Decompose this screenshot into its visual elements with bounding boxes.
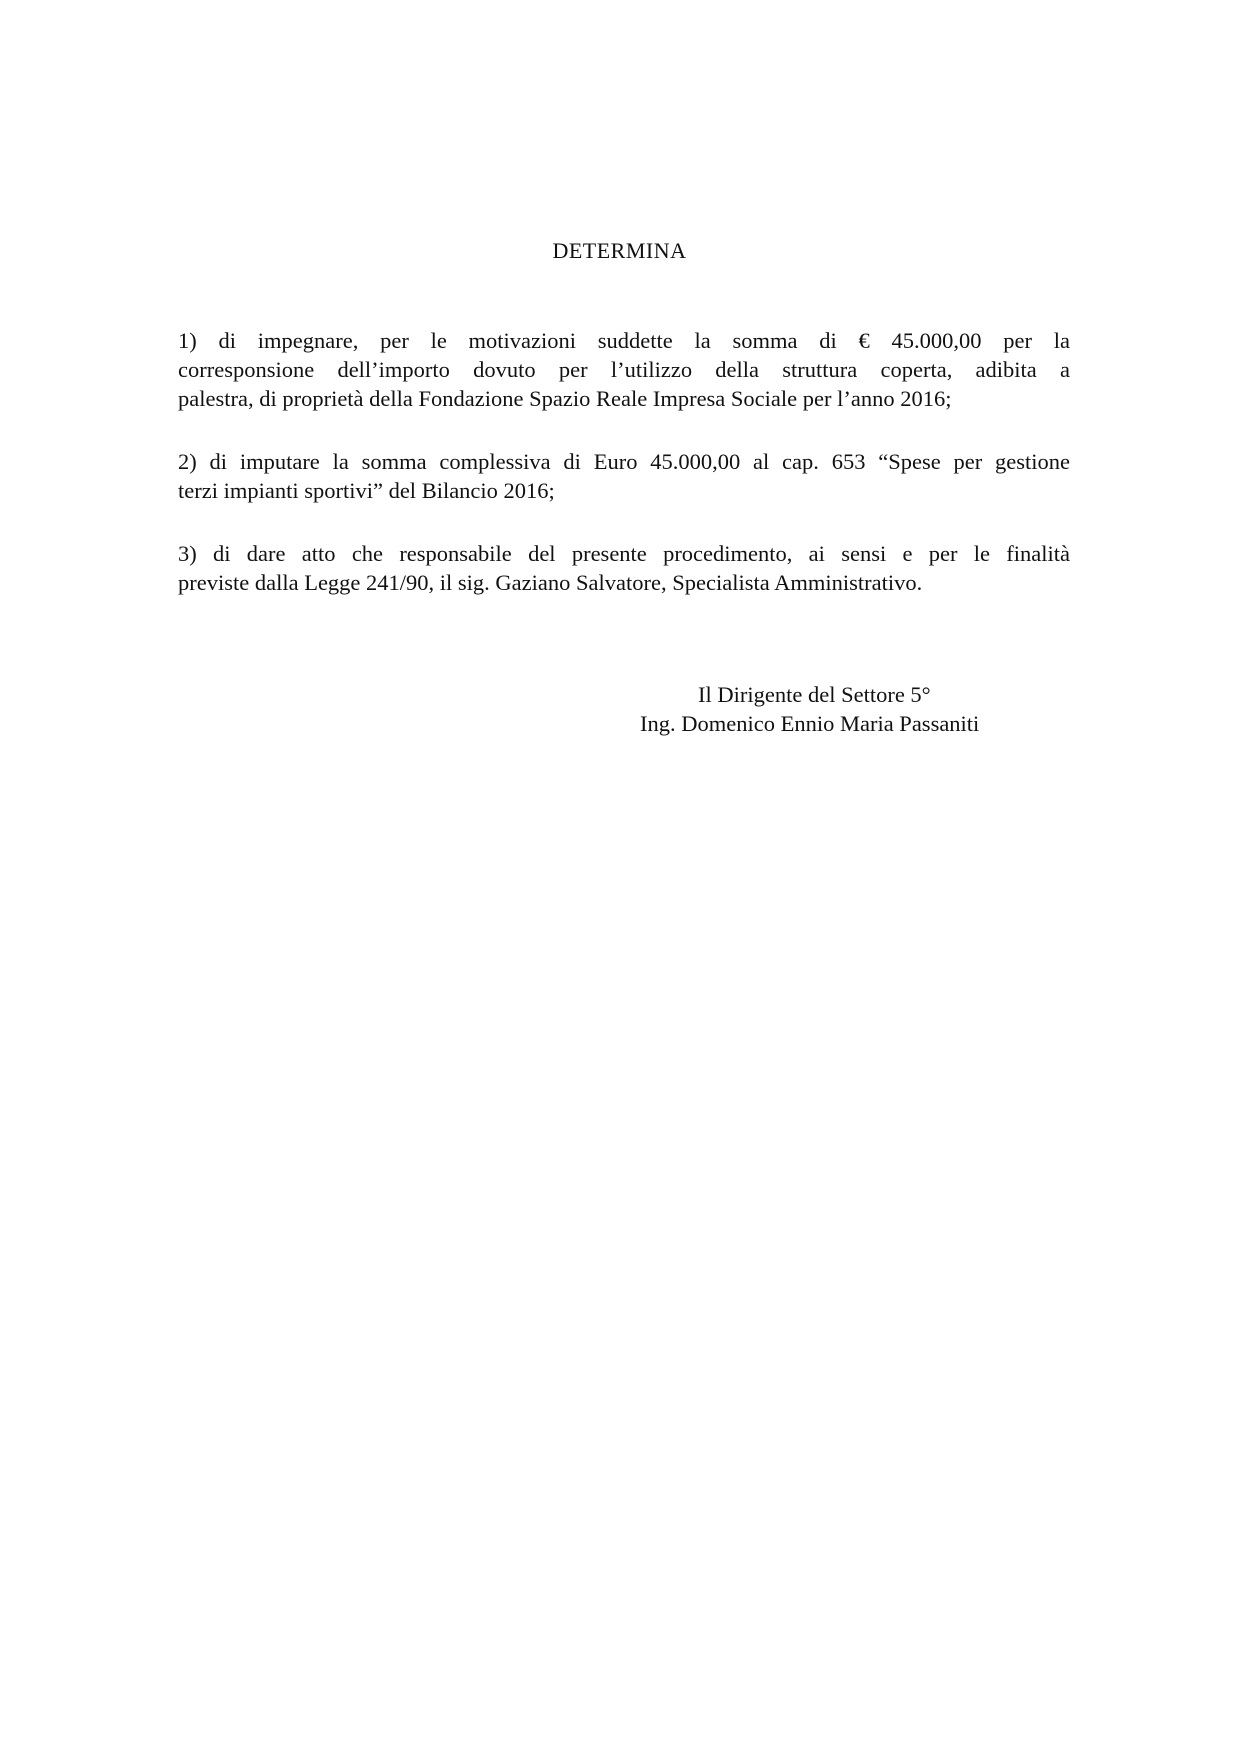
paragraph-1-line-3: palestra, di proprietà della Fondazione Spazio Reale Impresa Sociale per l’anno 2016; bbox=[178, 386, 952, 411]
paragraph-3-line-1: 3) di dare atto che responsabile del presente procedimento, ai sensi e per le finalità bbox=[178, 541, 1070, 566]
document-heading: DETERMINA bbox=[552, 238, 687, 263]
paragraph-2-line-1: 2) di imputare la somma complessiva di Euro 45.000,00 al cap. 653 “Spese per gestione bbox=[178, 449, 1070, 474]
paragraph-1-line-2: corresponsione dell’importo dovuto per l’utilizzo della struttura coperta, adibita a bbox=[178, 357, 1070, 382]
signature-role: Il Dirigente del Settore 5° bbox=[698, 682, 931, 707]
paragraph-1 bbox=[178, 326, 1070, 413]
signature-block bbox=[600, 680, 1060, 738]
signature-name: Ing. Domenico Ennio Maria Passaniti bbox=[640, 711, 980, 736]
paragraph-1-line-1: 1) di impegnare, per le motivazioni suddette la somma di € 45.000,00 per la bbox=[178, 328, 1070, 353]
paragraph-2-line-2: terzi impianti sportivi” del Bilancio 2016; bbox=[178, 478, 555, 503]
paragraph-2 bbox=[178, 447, 1070, 505]
paragraph-3-line-2: previste dalla Legge 241/90, il sig. Gaziano Salvatore, Specialista Amministrativo. bbox=[178, 570, 923, 595]
paragraph-3 bbox=[178, 539, 1070, 597]
